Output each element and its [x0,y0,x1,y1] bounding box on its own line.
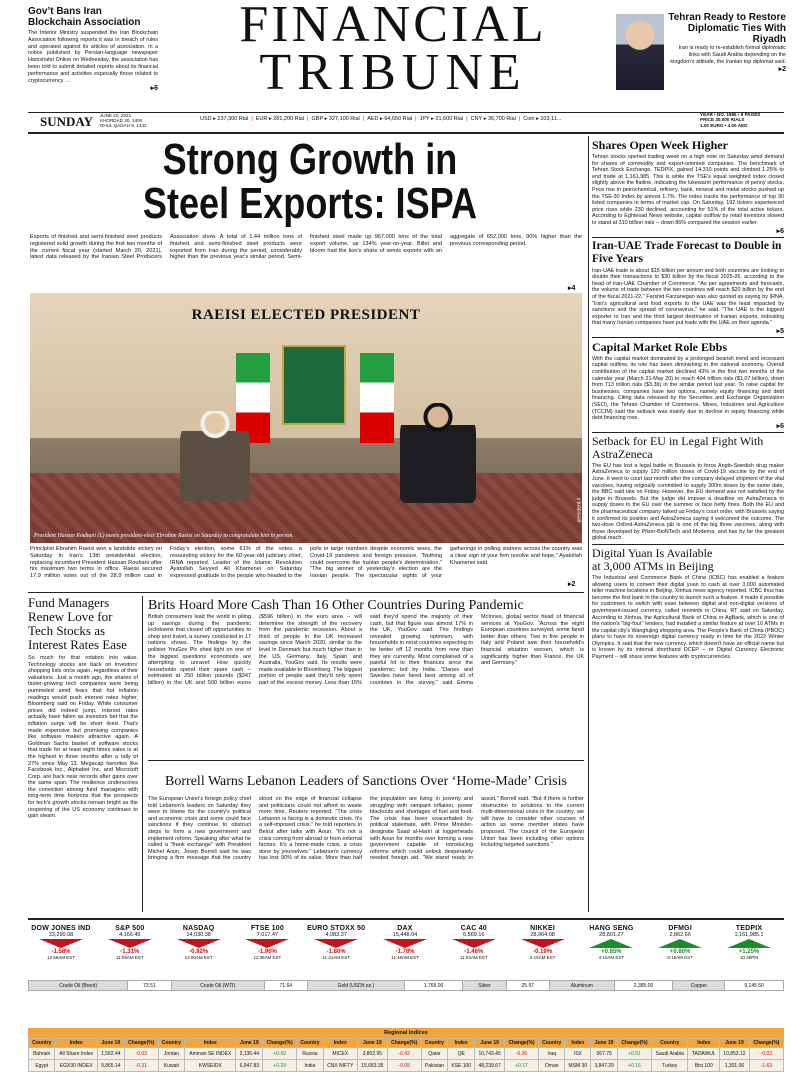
regional-label: Regional Indices [28,1028,784,1038]
left-top-page: ▸6 [150,85,158,93]
issue-info [700,112,760,128]
table-row [29,1048,784,1060]
currency-cny: CNY ▸ 36,700 Rial [470,116,516,122]
regional-header-cell: June 19 [591,1039,618,1048]
commodity-price: 71.64 [264,981,307,991]
market-name: DOW JONES IND [31,925,91,932]
flag-right [360,353,394,443]
commodity-name: Aluminum [549,981,614,991]
market-change: -1.58% [51,949,71,955]
market-value: 4,166.45 [119,932,141,938]
market-value: 28,964.08 [530,932,555,938]
market-change: -1.46% [464,949,484,955]
arrow-down-icon [452,939,496,948]
regional-cell: CNX NIFTY [323,1060,357,1072]
market-index-3 [234,925,300,960]
regional-cell: -0.03 [749,1048,783,1060]
regional-cell: -0.03 [124,1048,158,1060]
capital-page: ▸6 [776,422,784,430]
market-time: 2:15AM EST [529,955,556,960]
regional-header-cell: Change(%) [124,1039,158,1048]
commodity-price: 73.51 [128,981,171,991]
regional-cell: Amman SE INDEX [185,1048,236,1060]
market-value: 4,083.37 [325,932,347,938]
regional-table [28,1038,784,1072]
right-top-title: Tehran Ready to Restore Diplomatic Ties With Riyadh [668,12,786,45]
market-name: TEDPIX [735,925,763,932]
masthead-line1: FINANCIAL [239,0,547,53]
regional-cell: 2,136.44 [236,1048,263,1060]
regional-cell: Oman [539,1060,565,1072]
arrow-down-icon [39,939,83,948]
borrell-body: The European Union's foreign policy chief told Lebanon's leaders on Saturday they were to blame for the country's political and economic crisis and some could face sanctions if they continue to obstruct steps to form a new government and implement reform. Speaking after what he called a "frank exchange" with President Michel Aoun, Josep Borrell said he was bringing a firm message that the country stood on the edge of financial collapse and politicians could not afford to waste more time, Reuters reported. "The crisis Lebanon is facing is a domestic crisis. It's a self-imposed crisis," he told reporters in Beirut after talks with Aoun. "It's not a crisis coming from abroad or from external factors. It's a home-made crisis, a crisis done by yourselves." Lebanon's currency has lost 90% of its value. More than half the population are living in poverty and struggling with rampant inflation, power blackouts and shortages of fuel and food. The crisis has been exacerbated by political stalemate, with Prime Minister-designate Saad al-Hariri at loggerheads with Aoun for months over forming a new government capable of introducing reforms which could unlock desperately needed foreign aid. "We stand ready to assist," Borrell said. "But if there is further obstruction to solutions to the current multi-dimensional crisis in the country, we will have to consider other courses of action as some member states have proposed. The council of the European Union has been including other options including targeted sanctions." [148,796,584,862]
photo-overlay-title: RAEISI ELECTED PRESIDENT [191,307,421,323]
regional-header-cell: Index [323,1039,357,1048]
market-change: -0.92% [189,949,209,955]
borrell-title: Borrell Warns Lebanon Leaders of Sanctions Over ‘Home-Made’ Crisis [165,774,567,789]
market-time: 11:31AM EST [322,955,351,960]
regional-header-cell: June 19 [720,1039,750,1048]
regional-cell: MICEX [323,1048,357,1060]
brits-title: Brits Hoard More Cash Than 16 Other Countries During Pandemic [148,598,524,613]
lead-headline [138,135,482,228]
regional-header-cell: June 19 [97,1039,124,1048]
regional-cell: KWSEIDX [185,1060,236,1072]
zarif-photo [616,14,664,90]
regional-cell: +0.17 [505,1060,539,1072]
setback-title: Setback for EU in Legal Fight With AstraZeneca [592,433,764,461]
arrow-down-icon [177,939,221,948]
regional-cell: Kuwait [158,1060,184,1072]
table-row [29,1060,784,1072]
regional-cell: MSM 30 [565,1060,591,1072]
market-value: 2,862.66 [669,932,691,938]
iranuae-page: ▸5 [776,327,784,335]
commodity-price: 1,769.00 [404,981,463,991]
market-index-5 [372,925,438,960]
market-index-4 [303,925,369,960]
regional-header-cell: Change(%) [505,1039,539,1048]
shares-title: Shares Open Week Higher [592,138,728,152]
date-lunar: DHUL QADAH 9, 1442 [100,123,147,129]
regional-cell: -0.05 [387,1060,421,1072]
arrow-down-icon [245,939,289,948]
regional-cell: All Share Index [55,1048,98,1060]
regional-header-row [29,1039,784,1048]
regional-cell: 6,947.83 [236,1060,263,1072]
market-name: DAX [397,925,413,932]
regional-header-cell: Change(%) [617,1039,651,1048]
arrow-up-icon [658,939,702,948]
currency-eur: EUR ▸ 281,200 Rial [255,116,305,122]
regional-cell: Iraq [539,1048,565,1060]
raeisi-body: Principlist Ebrahim Raeisi won a landslide victory on Saturday in Iran's 13th presidential election, replacing incumbent President Hassan Rouhani after his maximum two terms in office. Raeisi secured 17.9 million votes out of the 28.9 million cast in Friday's election, some 61% of the votes, a resounding victory for the 60-year-old judiciary chief, IRNA reported. Leader of the Islamic Revolution Ayatollah Seyyed Ali Khamenei on Saturday expressed gratitude to the people who headed to the polls in large numbers despite economic woes, the Covid-19 pandemic and foreign pressure. "Nothing could overcome the Iranian people's determination." "The big winner of yesterday's election are the Iranian people. The spectacular sights of your gatherings in polling stations across the country was a clear sign of your firm resolve and hope," Ayatollah Khamenei said. [30,546,582,580]
regional-cell: -1.63 [749,1060,783,1072]
market-value: 1,161,985.1 [734,932,764,938]
capital-title: Capital Market Role Ebbs [592,339,727,354]
market-time: 11:59AM EST [115,955,144,960]
regional-cell: Russia [297,1048,323,1060]
regional-cell: 567.76 [591,1048,618,1060]
arrow-down-icon [314,939,358,948]
regional-header-cell: Country [421,1039,447,1048]
right-top-story [616,12,786,73]
regional-header-cell: Country [297,1039,323,1048]
left-top-body: The Interior Ministry suspended the Iran Blockchain Association following reports it was in breach of rules and operated against its articles of association. In a notice published by Persian-language newspaper Hamshahri Online on Wednesday, the association has been told to submit detailed reports about its financial performance and activities especially those related to cryptocurrency ... [28,30,158,84]
currency-bar: USD ▸ 237,300 Rial | EUR ▸ 281,200 Rial | GBP ▸ 327,100 Rial | AED ▸ 64,650 Rial | JPY ▸ 21,600 Rial | CNY ▸ 36,700 Rial | Coin ▸ 103,11... [200,116,562,122]
regional-cell: Pakistan [421,1060,447,1072]
market-index-0 [28,925,94,960]
market-change: +0.80% [669,949,691,955]
regional-header-cell: Change(%) [749,1039,783,1048]
right-column [592,138,784,661]
market-change: -1.90% [257,949,277,955]
market-time: 11:35AM EST [253,955,282,960]
setback-body: The EU has lost a legal battle in Brussels to force Anglo-Swedish drug maker AstraZeneca to supply 120 million doses of Covid-19 vaccine by the end of June. It went to court last month after the company delayed shipment of the vital vaccines, having originally committed to supply 300m doses by the same date, the BBC said late on Friday. However, the EU demand was not satisfied by the judge in Brussels. But the judge did impose a deadline on AstraZeneca to supply doses to the EU over the summer or face hefty fines. Both the EU and the pharmaceutical company talked up Friday's court order, with Brussels saying it confirmed its position and AstraZeneca saying it welcomed the outcome. The two-dose Oxford-AstraZeneca jab is one of the big three vaccines, along with those developed by Pfizer-BioNTech and Moderna, and has by far the greatest global reach. [592,462,784,542]
market-name: DFMGI [668,925,692,932]
regional-header-cell: Country [158,1039,184,1048]
masthead-logo [178,0,608,101]
regional-cell: Turkey [652,1060,688,1072]
market-time: 4:10AM EST [598,955,625,960]
regional-cell: EGX30 INDEX [55,1060,98,1072]
right-top-page: ▸2 [778,66,786,74]
market-index-8 [578,925,644,960]
yuan-title-line2: at 3,000 ATMs in Beijing [592,558,714,573]
regional-cell: -0.42 [387,1048,421,1060]
regional-cell: +0.51 [617,1048,651,1060]
brits-body: British consumers lead the world in piling up savings during the pandemic lockdowns that closed off opportunities to shop and travel, a survey conducted in 17 nations shows. The findings by the pollster YouGov Plc shed light on one of the biggest questions economists are attempting to unravel: How quickly households spend their spare cash -- estimated at 250 billion pounds ($347 billion) in the UK and 500 billion euros ($596 billion) in the euro area -- will determine the strength of the recovery from the pandemic recession. About a third of people in the UK increased savings since March 2020, similar to the level in Denmark but much higher than in the US, Germany, Italy, Spain and Australia, YouGov said. Its results were made available to Bloomberg. The biggest portion of people said they'd only spent part of the excess money. Less than 15% said they'd spend the majority of their cash, but that figure was almost 17% in the UK, YouGov said. The findings revealed growing optimism, with households in most countries expecting to be better off 12 months from now than they are currently. Most complained of a painful hit to their finances since the pandemic, led by India. "Danes and Swedes have fared best among all of countries in the survey," said Emma McInnes, global sector head of financial services at YouGov. "Across the eight European countries surveyed, some fared better than others. Two in five people in Italy and Poland saw their household's financial situation worsen, which is significantly higher than France, the UK and Germany." [148,614,584,686]
arrow-up-icon [589,939,633,948]
regional-cell: TADAWUL [688,1048,720,1060]
lead-body: Exports of finished and semi-finished steel products registered solid growth during the first two months of the current fiscal year (started March 20, 2021), latest data released by the Iranian Steel Producers Association show. A total of 1.44 million tons of finished and semi-finished steel products were exported from Iran during the period, considerably higher than the previous year's similar period. Semi-finished steel made up 967,000 tons of the total export volume, up 134% year-on-year. Billet and bloom had the lion's share of semis exports with an aggregate of 652,000 tons, 90% higher than the previous corresponding period. [30,234,582,261]
iranuae-body: Iran-UAE trade is about $15 billion per annum and both countries are looking to double their transactions to $30 billion by the fiscal 2025-26, according to the head of Iran-UAE Chamber of Commerce. "As per agreements and forecasts, the volume of trade between the two countries will reach $20 billion by the end of the fiscal 2021-22," Farshid Farzanegan was also quoted as saying by IRNA. "Iran's agricultural and food exports to the UAE was the least impacted by sanctions and the spread of coronavirus," he said. "The UAE is the biggest exporter to Iran and the third largest destination of Iranian exports, indicating that many Iranian companies have put trade with the UAE on their agenda." [592,267,784,327]
person-right [400,403,476,503]
regional-header-cell: June 19 [236,1039,263,1048]
market-value: 7,017.47 [256,932,279,938]
currency-usd: USD ▸ 237,300 Rial [200,116,249,122]
shares-page: ▸6 [776,227,784,235]
market-time: 10:48PM [739,955,758,960]
market-name: EURO STOXX 50 [307,925,366,932]
regional-header-cell: Index [55,1039,98,1048]
commodity-name: Gold (USD/t.oz.) [307,981,404,991]
regional-header-cell: Country [29,1039,55,1048]
market-name: S&P 500 [115,925,145,932]
market-index-7 [510,925,576,960]
regional-header-cell: June 19 [475,1039,505,1048]
market-change: +1.25% [738,949,760,955]
regional-cell: 48,239.67 [475,1060,505,1072]
commodity-price: 9,145.50 [725,981,784,991]
regional-cell: Bahrain [29,1048,55,1060]
currency-gbp: GBP ▸ 327,100 Rial [311,116,360,122]
regional-cell: 15,683.35 [357,1060,387,1072]
shares-body: Tehran stocks opened trading week on a high note on Saturday amid demand for shares of commodity and export-oriented companies. The benchmark of Tehran Stock Exchange, TEDPIX, gained 14,310 points and climbed 1.25% to end trade at 1,161,985. This is while the TSE's equal weighted index closed slightly above the flatline, indicating the lukewarm performance of penny stocks. Price rise in petrochemical, refinery, bank, mineral and metal stocks pushed up the TSE-30 Index by almost 1.7%. The index tracks the performance of top 30 listed companies in terms of market cap. On Saturday, 192 tickers experienced price rises while 230 declined, accounting for 51% of the total active tickers. According to Eghtesad News website, capital outflow by retail investors slowed to stand at 310 billion rials -- down 86% compared the session earlier. [592,154,784,226]
price-line-2: 1.00 EURO • 4.00 AED [700,122,748,128]
regional-header-cell: Index [448,1039,475,1048]
arrow-down-icon [108,939,152,948]
market-name: FTSE 100 [250,925,284,932]
regional-cell: +0.16 [617,1060,651,1072]
yuan-title-line1: Digital Yuan Is Available [592,545,713,560]
regional-header-cell: Index [565,1039,591,1048]
date-solar: KHORDAD 30, 1400 [100,118,143,124]
regional-header-cell: Change(%) [263,1039,297,1048]
regional-header-cell: Country [652,1039,688,1048]
currency-jpy: JPY ▸ 21,600 Rial [419,116,464,122]
currency-aed: AED ▸ 64,650 Rial [367,116,413,122]
market-change: -1.31% [120,949,140,955]
fund-body: So much for that rotation into value. Technology stocks are back on investors' shopping lists once again, regardless of their valuations. Just a month ago, the shares of faster-growing tech companies were being pummeled amid fears that hot inflation readings would push interest rates higher, Bloomberg said on Friday. While consumer prices did indeed jump, interest rates actually have fallen as investors bet that the inflation surge will be short lived. That's made expensive but promising companies like software makers attractive again. A Goldman Sachs basket of software stocks that trade for at least eight times sales is at the highest in three months after a rally of 27% since May 13. Megacap favorites like Facebook Inc., Alphabet Inc. and Microsoft Corp. are back near records after gains over the same span. The resilience underscores the conviction among fund managers with long-term time horizons that the prospects for tech's growth stocks remain bright as the reopening of the US economy continues to gain steam. [28,655,138,820]
market-index-6 [441,925,507,960]
market-value: 28,801.27 [599,932,624,938]
regional-cell: 9,865.14 [97,1060,124,1072]
right-top-body: Iran is ready to re-establish formal diplomatic links with Saudi Arabia depending on the kingdom’s attitude, the Iranian top diplomat said. [670,45,786,65]
arrow-down-icon [521,939,565,948]
market-time: 11:53AM EST [459,955,488,960]
regional-cell: Bist 100 [688,1060,720,1072]
yuan-body: The Industrial and Commerce Bank of China (ICBC) has enabled a feature allowing users to convert their digital yuan to cash at over 3,000 automated teller machine locations in Beijing, Xinhua news agency reported. ICBC thus has become the first bank in the country to launch such a feature. It made it possible for customers to switch with ease between digital and non-digital versions of government-issued currency, called renminbi in China, RT said on Saturday. According to Xinhua, the Agricultural Bank of China or AgBank, which is one of the nation's "big-four" lenders, had installed a similar feature at over 10 ATMs in the capital city's Wangfujing shopping area. The People's Bank of China (PBOC) plans to have its sovereign digital currency ready in time for the 2022 Winter Olympics. It said that the new currency, which doesn't have an official name but is known by its internal shorthand DCEP -- or Digital Currency Electronic Payment -- will share some features with cryptocurrencies. [592,574,784,661]
market-time: 12:00AM EST [184,955,213,960]
commodity-name: Silver [463,981,506,991]
banner-green [282,345,346,425]
market-name: NIKKEI [530,925,556,932]
commodities-table [28,980,784,991]
regional-cell: Egypt [29,1060,55,1072]
market-change: +0.85% [601,949,622,955]
arrow-up-icon [727,939,771,948]
day-label: SUNDAY [40,114,93,129]
regional-cell: -0.36 [505,1048,539,1060]
regional-cell: 3,802.95 [357,1048,387,1060]
market-time: 11:46AM EST [391,955,419,960]
regional-header-cell: Country [539,1039,565,1048]
market-change: -1.78% [395,949,415,955]
fund-story [28,596,138,820]
market-time: 12:58AM EST [46,955,75,960]
commodity-name: Copper [673,981,725,991]
regional-cell: Qatar [421,1048,447,1060]
commodity-price: 25.97 [506,981,549,991]
market-change: -1.80% [326,949,346,955]
regional-cell: 1,301.06 [720,1060,750,1072]
photo-caption: President Hassan Rouhani (L) meets president-elect Ebrahim Raeisi on Saturday to congratulate him in person. [34,533,294,539]
regional-cell: -0.31 [124,1060,158,1072]
regional-cell: 1,562.44 [97,1048,124,1060]
left-top-title: Gov’t Bans Iran Blockchain Association [28,6,141,28]
regional-cell: Saudi Arabia [652,1048,688,1060]
regional-header-cell: Change(%) [387,1039,421,1048]
lead-page: ▸4 [568,285,576,292]
raeisi-rouhani-photo [30,293,582,543]
fund-title: Fund Managers Renew Love for Tech Stocks as Interest Rates Ease [28,595,127,652]
lead-title-line1: Strong Growth in [162,135,458,184]
regional-cell: KSE 100 [448,1060,475,1072]
commodity-price: 2,385.00 [614,981,673,991]
photo-credit: president.ir [576,497,583,523]
market-value: 15,448.04 [392,932,418,938]
regional-cell: QE [448,1048,475,1060]
market-name: HANG SENG [589,925,634,932]
commodity-name: Crude Oil (Brent) [29,981,128,991]
market-name: NASDAQ [182,925,215,932]
market-value: 33,290.08 [48,932,74,938]
date-gregorian: JUNE 20, 2021 [100,113,132,118]
regional-cell: Jordan [158,1048,184,1060]
regional-header-cell: June 19 [357,1039,387,1048]
regional-cell: +0.60 [263,1048,297,1060]
currency-coin: Coin ▸ 103,11... [523,116,562,122]
market-change: -0.19% [533,949,553,955]
market-index-1 [97,925,163,960]
lead-title-line2: Steel Exports: ISPA [142,179,478,228]
regional-cell: +0.29 [263,1060,297,1072]
date-block [100,113,147,129]
raeisi-page: ▸2 [568,581,576,588]
regional-header-cell: Index [688,1039,720,1048]
regional-header-cell: Index [185,1039,236,1048]
market-index-10 [716,925,782,960]
arrow-down-icon [383,939,427,948]
capital-body: With the capital market dominated by a prolonged bearish trend and incessant capital outflow, its role has been diminishing in the national economy. Overall contribution of the capital market declined 43% in the first two months of the calendar year (March 21-May 20) to reach 404 trillion rials ($1.07 billion), down from 713 trillion rials ($3.3b) in the similar period last year. To raise capital for businesses, companies have two options, namely equity financing and debt financing. Citing data released by the Securities and Exchange Organization (SEO), the Tehran Chamber of Commerce, Mines, Industries and Agriculture (TCCIM) said the setback was mainly due to decline in equity financing while debt financing rose. [592,355,784,422]
market-index-9 [647,925,713,960]
market-name: CAC 40 [460,925,487,932]
regional-cell: 3,847.29 [591,1060,618,1072]
price-line-1: PRICE 30,000 RIALS [700,117,745,123]
commodity-name: Crude Oil (WTI) [171,981,264,991]
market-index-2 [166,925,232,960]
market-value: 14,030.38 [186,932,211,938]
yuan-title [592,547,784,573]
iranuae-title: Iran-UAE Trade Forecast to Double in Five Years [592,239,782,265]
market-value: 6,569.16 [463,932,485,938]
masthead-line2: TRIBUNE [259,44,527,101]
left-top-story [28,6,158,92]
regional-cell: India [297,1060,323,1072]
person-left [180,411,250,501]
regional-cell: ISX [565,1048,591,1060]
regional-cell: 10,853.12 [720,1048,750,1060]
market-time: 6:15AM EST [667,955,693,960]
year-line: YEAR • NO. 1986 • 8 PAGES [700,112,761,117]
regional-cell: 10,743.45 [475,1048,505,1060]
